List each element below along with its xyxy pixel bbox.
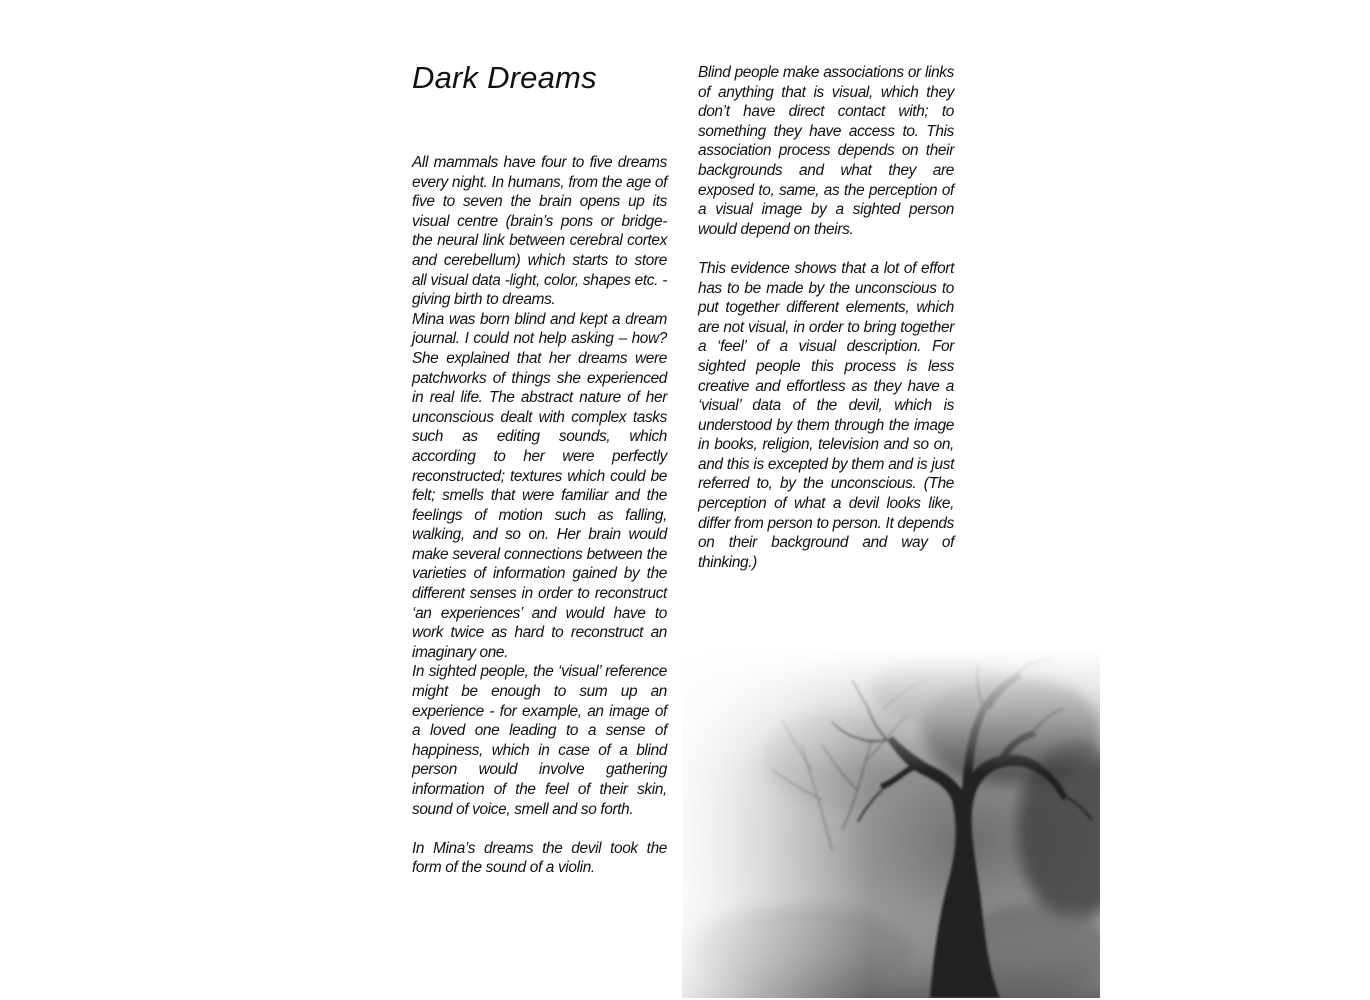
left-text-column: [412, 153, 667, 878]
paragraph: In Mina’s dreams the devil took the form of the sound of a violin.: [412, 839, 667, 877]
right-text-column: [698, 63, 954, 572]
tree-photo: [682, 650, 1100, 998]
paragraph: Mina was born blind and kept a dream journal. I could not help asking – how? She explained that her dreams were patchworks of things she experienced in real life. The abstract nature of her unconscious dealt with complex tasks such as editing sounds, which according to her were perfectly reconstructed; textures which could be felt; smells that were familiar and the feelings of motion such as falling, walking, and so on. Her brain would make several connections between the varieties of information gained by the different senses in order to reconstruct ‘an experiences’ and would have to work twice as hard to reconstruct an imaginary one.: [412, 310, 667, 661]
photo-fade-overlay: [682, 650, 1100, 998]
paragraph: All mammals have four to five dreams every night. In humans, from the age of five to seven the brain opens up its visual centre (brain’s pons or bridge- the neural link between cerebral cortex and cerebellum) which starts to store all visual data -light, color, shapes etc. - giving birth to dreams.: [412, 154, 667, 309]
paragraph: Blind people make associations or links of anything that is visual, which they don’t have direct contact with; to something they have access to. This association process depends on their backgrounds and what they are exposed to, same, as the perception of a visual image by a sighted person would depend on theirs.: [698, 64, 954, 238]
paragraph: In sighted people, the ‘visual’ reference might be enough to sum up an experience - for example, an image of a loved one leading to a sense of happiness, which in case of a blind person would involve gathering information of the feel of their skin, sound of voice, smell and so forth.: [412, 663, 667, 818]
paragraph: This evidence shows that a lot of effort has to be made by the unconscious to put together different elements, which are not visual, in order to bring together a ‘feel’ of a visual description. For sighted people this process is less creative and effortless as they have a ‘visual’ data of the devil, which is understood by them through the image in books, religion, television and so on, and this is excepted by them and is just referred to, by the unconscious. (The perception of what a devil looks like, differ from person to person. It depends on their background and way of thinking.): [698, 259, 954, 571]
page-title: Dark Dreams: [412, 60, 597, 95]
